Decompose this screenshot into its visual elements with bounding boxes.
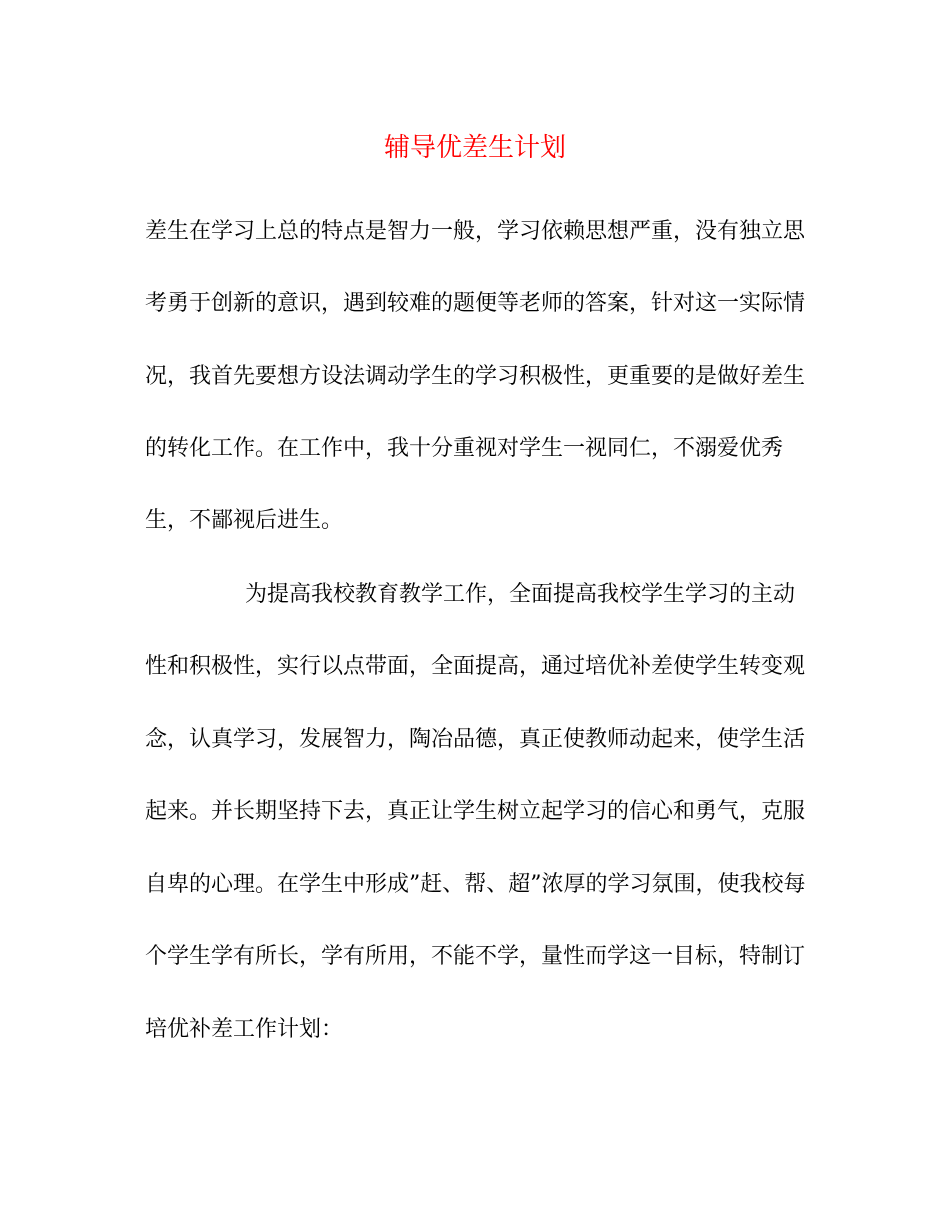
paragraph-2-line-5: 自卑的心理。在学生中形成”赶、帮、超”浓厚的学习氛围，使我校每 xyxy=(145,872,806,897)
document-title: 辅导优差生计划 xyxy=(383,133,566,163)
paragraph-1-line-4: 的转化工作。在工作中，我十分重视对学生一视同仁，不溺爱优秀 xyxy=(145,436,784,461)
paragraph-2-line-3: 念，认真学习，发展智力，陶冶品德，真正使教师动起来，使学生活 xyxy=(145,727,806,752)
paragraph-1-line-3: 况，我首先要想方设法调动学生的学习积极性，更重要的是做好差生 xyxy=(145,364,806,389)
paragraph-2-line-4: 起来。并长期坚持下去，真正让学生树立起学习的信心和勇气，克服 xyxy=(145,799,806,824)
paragraph-2-line-6: 个学生学有所长，学有所用，不能不学，量性而学这一目标，特制订 xyxy=(145,944,806,969)
paragraph-2-line-2: 性和积极性，实行以点带面，全面提高，通过培优补差使学生转变观 xyxy=(145,654,806,679)
paragraph-1-line-2: 考勇于创新的意识，遇到较难的题便等老师的答案，针对这一实际情 xyxy=(145,291,806,316)
paragraph-1-line-1: 差生在学习上总的特点是智力一般，学习依赖思想严重，没有独立思 xyxy=(145,219,806,244)
paragraph-1-line-5: 生，不鄙视后进生。 xyxy=(145,508,344,533)
paragraph-2-line-1: 为提高我校教育教学工作，全面提高我校学生学习的主动 xyxy=(245,582,796,607)
paragraph-2-line-7: 培优补差工作计划： xyxy=(145,1017,344,1042)
